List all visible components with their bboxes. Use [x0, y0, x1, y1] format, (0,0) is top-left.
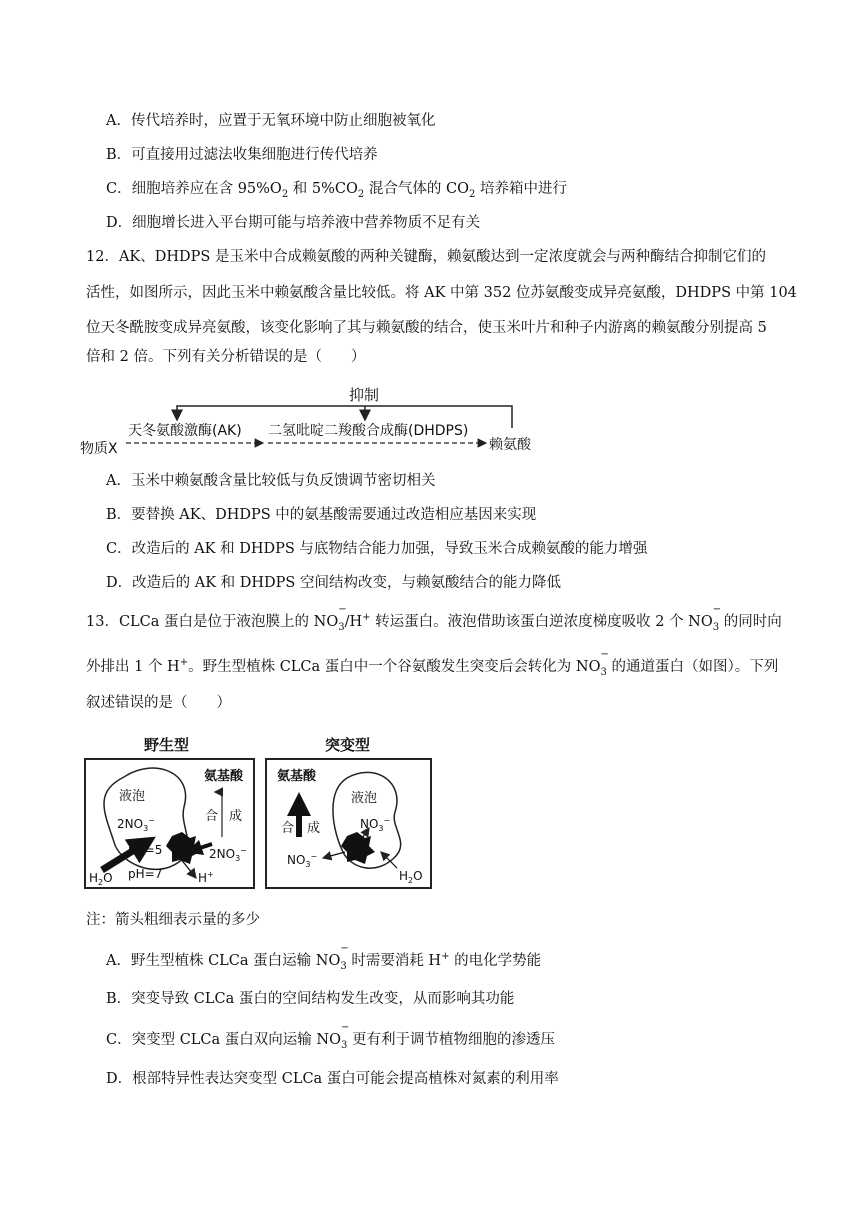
vacuole-label: 液泡 — [119, 789, 146, 804]
amino-acid-label: 氨基酸 — [277, 769, 317, 784]
svg-text:NO3−: $NO_3^-$ — [360, 816, 391, 833]
q12-option-c: C．改造后的 AK 和 DHDPS 与底物结合能力加强，导致玉米合成赖氨酸的能力增强 — [106, 541, 648, 557]
vacuole-label: 液泡 — [351, 791, 378, 806]
q13-option-d: D．根部特异性表达突变型 CLCa 蛋白可能会提高植株对氮素的利用率 — [106, 1071, 559, 1087]
q13-stem-line-3: 叙述错误的是（ ） — [86, 695, 231, 711]
q13-stem-line-2: 外排出 1 个 H+。野生型植株 CLCa 蛋白中一个谷氨酸发生突变后会转化为 NO − $_3$ 的通道蛋白（如图）。下列 — [86, 649, 779, 678]
svg-text:2NO3−: $2NO_3^-$ — [209, 846, 247, 863]
q12-stem-line-3: 位天冬酰胺变成异亮氨酸，该变化影响了其与赖氨酸的结合，使玉米叶片和种子内游离的赖氨酸分别提高 5 — [86, 320, 767, 336]
q13-option-b: B．突变导致 CLCa 蛋白的空间结构发生改变，从而影响其功能 — [106, 991, 515, 1007]
svg-text:H+: H+ — [198, 870, 214, 885]
svg-text:H2O: $H_2O$ — [399, 869, 423, 885]
enzyme-ak: 天冬氨酸激酶(AK) — [128, 423, 242, 439]
q12-option-d: D．改造后的 AK 和 DHDPS 空间结构改变，与赖氨酸结合的能力降低 — [106, 575, 561, 591]
q11-option-b: B．可直接用过滤法收集细胞进行传代培养 — [106, 147, 378, 163]
q12-pathway-diagram — [78, 380, 548, 460]
svg-text:成: 成 — [307, 821, 321, 836]
q11-option-a: A．传代培养时，应置于无氧环境中防止细胞被氧化 — [106, 113, 436, 129]
q11-option-d: D．细胞增长进入平台期可能与培养液中营养物质不足有关 — [106, 215, 481, 231]
svg-text:NO3−: $NO_3^-$ — [287, 852, 318, 869]
svg-text:H2O: $H_2O$ — [89, 871, 113, 887]
svg-text:pH=5: pH=5 — [128, 843, 163, 857]
q13-option-a: A．野生型植株 CLCa 蛋白运输 NO − $_3$ 时需要消耗 H+ 的电化学势能 — [106, 943, 542, 972]
svg-text:合: 合 — [281, 821, 295, 836]
q12-stem-line-4: 倍和 2 倍。下列有关分析错误的是（ ） — [86, 349, 366, 365]
wild-type-title: 野生型 — [144, 736, 190, 754]
svg-text:2NO3−: $2NO_3^-$ — [117, 816, 155, 833]
substrate-x: 物质X — [80, 441, 118, 457]
svg-text:合: 合 — [205, 809, 219, 824]
q12-stem-line-2: 活性，如图所示，因此玉米中赖氨酸含量比较低。将 AK 中第 352 位苏氨酸变成异亮氨酸，DHDPS 中第 104 — [86, 285, 797, 301]
q11-option-c: C．细胞培养应在含 $95\%O_2$ 和 $5\%CO_2$ 混合气体的 $CO_2$ 培养箱中进行 — [106, 181, 567, 200]
inhibit-label: 抑制 — [349, 386, 380, 404]
svg-text:pH=7: pH=7 — [128, 867, 163, 881]
q13-figure-mutant — [265, 732, 433, 890]
q12-stem-line-1: 12．AK、DHDPS 是玉米中合成赖氨酸的两种关键酶，赖氨酸达到一定浓度就会与两种酶结合抑制它们的 — [86, 249, 766, 265]
q13-stem-line-1: 13．CLCa 蛋白是位于液泡膜上的 NO − $_3$/H+ 转运蛋白。液泡借助该蛋白逆浓度梯度吸收 2 个 NO − $_3$ 的同时向 — [86, 604, 782, 633]
q13-option-c: C．突变型 CLCa 蛋白双向运输 NO − $_3$ 更有利于调节植物细胞的渗透压 — [106, 1022, 555, 1051]
q12-option-b: B．要替换 AK、DHDPS 中的氨基酸需要通过改造相应基因来实现 — [106, 507, 537, 523]
q12-option-a: A．玉米中赖氨酸含量比较低与负反馈调节密切相关 — [106, 473, 436, 489]
q13-note: 注：箭头粗细表示量的多少 — [86, 912, 260, 928]
mutant-title: 突变型 — [325, 736, 371, 754]
product-lysine: 赖氨酸 — [489, 437, 531, 453]
enzyme-dhdps: 二氢吡啶二羧酸合成酶(DHDPS) — [268, 423, 469, 439]
q13-figure-wild-type — [84, 732, 256, 890]
amino-acid-label: 氨基酸 — [204, 769, 244, 784]
svg-text:成: 成 — [229, 809, 243, 824]
